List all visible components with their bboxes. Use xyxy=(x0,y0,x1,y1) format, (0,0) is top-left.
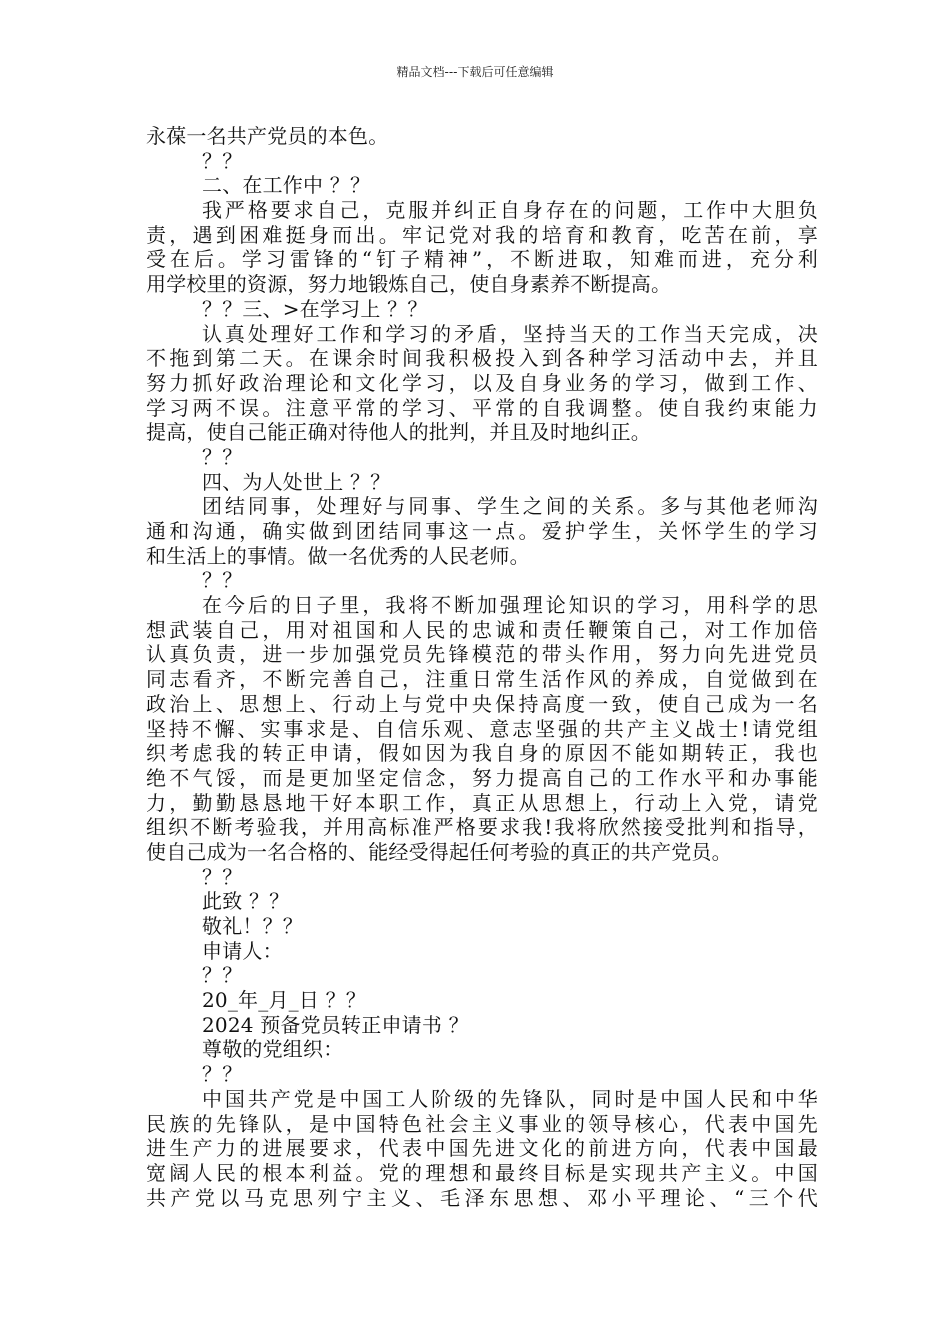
text-line: 民族的先锋队，是中国特色社会主义事业的领导核心，代表中国先 xyxy=(146,1111,818,1136)
text-line: 中国共产党是中国工人阶级的先锋队，同时是中国人民和中华 xyxy=(202,1086,818,1111)
text-line: ？？ xyxy=(202,963,243,988)
text-line: 努力抓好政治理论和文化学习，以及自身业务的学习，做到工作、 xyxy=(146,370,818,395)
text-line: ？？ xyxy=(202,864,243,889)
text-line: 申请人： xyxy=(202,938,283,963)
text-line: 组织不断考验我，并用高标准严格要求我!我将欣然接受批判和指导， xyxy=(146,815,818,840)
text-line: ？？ xyxy=(202,444,243,469)
text-line: 通和沟通，确实做到团结同事这一点。爱护学生，关怀学生的学习 xyxy=(146,519,818,543)
text-line: 认真负责，进一步加强党员先锋模范的带头作用，努力向先进党员 xyxy=(146,642,818,667)
text-line: ？？ xyxy=(202,568,243,593)
text-line: 敬礼！？？ xyxy=(202,914,303,938)
text-line: 力，勤勤恳恳地干好本职工作，真正从思想上，行动上入党，请党 xyxy=(146,790,818,815)
text-line: ？？三、>在学习上 ？？ xyxy=(202,296,428,321)
text-line: 责，遇到困难挺身而出。牢记党对我的培育和教育，吃苦在前，享 xyxy=(146,222,818,247)
text-line: ？？ xyxy=(202,148,243,173)
text-line: 用学校里的资源，努力地锻炼自己，使自身素养不断提高。 xyxy=(146,272,672,297)
document-body xyxy=(146,124,818,1210)
text-line: 永葆一名共产党员的本色。 xyxy=(146,124,389,148)
text-line: 提高，使自己能正确对待他人的批判，并且及时地纠正。 xyxy=(146,420,651,445)
text-line: 同志看齐，不断完善自己，注重日常生活作风的养成，自觉做到在 xyxy=(146,667,818,692)
text-line: 受在后。学习雷锋的“钉子精神”，不断进取，知难而进，充分利 xyxy=(146,247,818,272)
text-line: 二、在工作中 ？？ xyxy=(202,173,371,198)
text-line: 使自己成为一名合格的、能经受得起任何考验的真正的共产党员。 xyxy=(146,839,732,864)
text-line: 认真处理好工作和学习的矛盾，坚持当天的工作当天完成，决 xyxy=(202,321,818,346)
text-line: 我严格要求自己，克服并纠正自身存在的问题，工作中大胆负 xyxy=(202,198,818,223)
text-line: 四、为人处世上 ？？ xyxy=(202,469,391,494)
text-line: 和生活上的事情。做一名优秀的人民老师。 xyxy=(146,543,530,568)
text-line: 团结同事，处理好与同事、学生之间的关系。多与其他老师沟 xyxy=(202,494,818,519)
text-line: 在今后的日子里，我将不断加强理论知识的学习，用科学的思 xyxy=(202,593,818,618)
text-line: 不拖到第二天。在课余时间我积极投入到各种学习活动中去，并且 xyxy=(146,346,818,371)
text-line: 坚持不懈、实事求是、自信乐观、意志坚强的共产主义战士!请党组 xyxy=(146,716,818,741)
text-line: ？？ xyxy=(202,1062,243,1087)
text-line: 20_年_月_日 ？？ xyxy=(202,988,367,1013)
text-line: 宽阔人民的根本利益。党的理想和最终目标是实现共产主义。中国 xyxy=(146,1160,818,1185)
text-line: 此致 ？？ xyxy=(202,889,290,914)
text-line: 2024 预备党员转正申请书 ？ xyxy=(202,1012,469,1037)
text-line: 共产党以马克思列宁主义、毛泽东思想、邓小平理论、“三个代 xyxy=(146,1185,818,1210)
text-line: 想武装自己，用对祖国和人民的忠诚和责任鞭策自己，对工作加倍 xyxy=(146,617,818,642)
text-line: 绝不气馁，而是更加坚定信念，努力提高自己的工作水平和办事能 xyxy=(146,765,818,790)
text-line: 进生产力的进展要求，代表中国先进文化的前进方向，代表中国最 xyxy=(146,1136,818,1161)
text-line: 尊敬的党组织： xyxy=(202,1037,344,1062)
text-line: 织考虑我的转正申请，假如因为我自身的原因不能如期转正，我也 xyxy=(146,741,818,766)
text-line: 学习两不误。注意平常的学习、平常的自我调整。使自我约束能力 xyxy=(146,395,818,420)
text-line: 政治上、思想上、行动上与党中央保持高度一致，使自己成为一名 xyxy=(146,691,818,716)
page-header: 精品文档---下载后可任意编辑 xyxy=(396,65,554,79)
